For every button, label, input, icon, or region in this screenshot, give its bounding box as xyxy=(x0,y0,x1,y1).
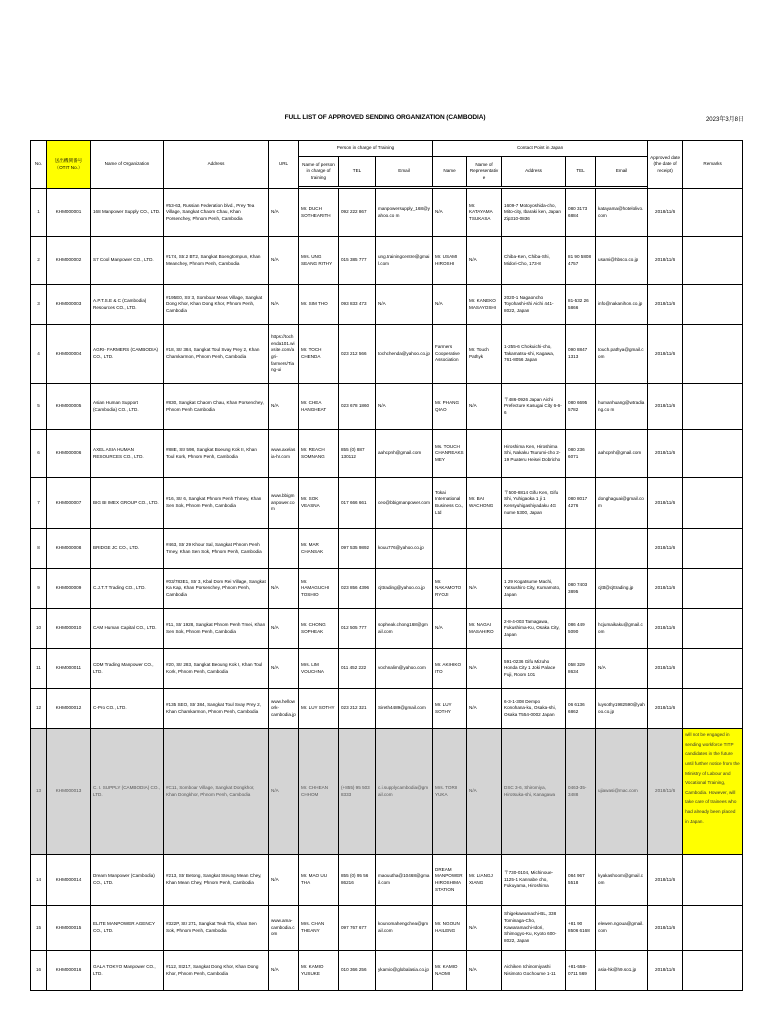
person-tel: 092 222 867 xyxy=(339,189,376,237)
organization-name: 168 Manpower Supply CO., LTD. xyxy=(91,189,164,237)
remarks xyxy=(683,689,743,729)
organization-url: N/A xyxy=(269,609,299,649)
contact-email: elewen.ngoua@gmail.com xyxy=(596,906,648,951)
table-row xyxy=(31,384,743,430)
row-number: 3 xyxy=(31,285,47,325)
organization-address: #213, Str Betong, Sangkat Steung Mean Chey, Khan Mean Chey, Phnom Penh, Cambodia xyxy=(164,855,269,906)
contact-email: kyakashoom@gmail.com xyxy=(596,855,648,906)
row-number: 4 xyxy=(31,325,47,384)
contact-representative: Mr. NAGAI MASAHIRO xyxy=(467,609,502,649)
person-email: manpowersupply_168@yahoo.co m xyxy=(376,189,433,237)
contact-tel: 080 6695 5782 xyxy=(566,384,596,430)
contact-email: luysothy1982590@yahoo.co.jp xyxy=(596,689,648,729)
row-number: 7 xyxy=(31,478,47,529)
contact-name: Mr. KAMIO NAOMI xyxy=(433,951,467,991)
person-email: N/A xyxy=(376,384,433,430)
contact-address: 6-3-1-308 Dempo Konohana-ku, Osaka-shi, Osaka T554-0002 Japan xyxy=(502,689,566,729)
contact-representative: N/A xyxy=(467,951,502,991)
organization-address: #135 SEO, Str 384, Sangkat Toul Svay Prey 2, Khan Chamkarmon, Phnom Penh, Cambodia xyxy=(164,689,269,729)
organization-url: N/A xyxy=(269,855,299,906)
remarks xyxy=(683,325,743,384)
header-cp-email: Email xyxy=(596,157,648,187)
person-email: c.i.supplycambodia@gmail.com xyxy=(376,729,433,855)
organization-name: CDM Trading Manpower CO., LTD. xyxy=(91,649,164,689)
row-number: 5 xyxy=(31,384,47,430)
table-row xyxy=(31,478,743,529)
contact-tel: 080 236 6071 xyxy=(566,430,596,478)
person-tel: 097 535 9892 xyxy=(339,529,376,569)
organization-url: N/A xyxy=(269,649,299,689)
organization-url: www.ama-cambodia.com xyxy=(269,906,299,951)
contact-address: 〒486-0926 Japan Aichi Prefecture Kasugai City 6-6-6 xyxy=(502,384,566,430)
contact-address: 1-255-6 Chokuichi-cho, Takamatsu-shi, Kagawa, 761-8056 Japan xyxy=(502,325,566,384)
person-email: ceo@bbigmanpower.com xyxy=(376,478,433,529)
row-number: 13 xyxy=(31,729,47,855)
approved-date: 2018/11/6 xyxy=(648,285,683,325)
person-email: ykamio@globalasia.co.jp xyxy=(376,951,433,991)
contact-name: Mr. USAMI HIROSHI xyxy=(433,237,467,285)
contact-address: 〒730-0104, Michinoue-1125-1 Kannabe cho, Fukuyama, Hiroshima xyxy=(502,855,566,906)
approved-date: 2018/11/6 xyxy=(648,237,683,285)
otit-number: KHM000003 xyxy=(47,285,91,325)
otit-number: KHM000010 xyxy=(47,609,91,649)
contact-tel: 090 8847 1313 xyxy=(566,325,596,384)
table-row xyxy=(31,609,743,649)
person-tel: 855 (0) 95 56 86216 xyxy=(339,855,376,906)
person-tel: 097 767 677 xyxy=(339,906,376,951)
person-tel: (+855) 95 503 8333 xyxy=(339,729,376,855)
otit-number: KHM000014 xyxy=(47,855,91,906)
header-person-in-charge-group: Person in charge of Training xyxy=(299,141,433,157)
organization-url: N/A xyxy=(269,285,299,325)
person-in-charge: Mr. CHONG SOPHEAK xyxy=(299,609,339,649)
person-email: cjttrading@yahoo.co.jp xyxy=(376,569,433,609)
contact-address: 2020-1 Nagaoncho Toyohashi-shi Aichi 441-8022, Japan xyxy=(502,285,566,325)
table-row xyxy=(31,325,743,384)
remarks xyxy=(683,569,743,609)
person-email: aahcpnh@gmail.com xyxy=(376,430,433,478)
organization-address: #18, Str 384, Sangkat Toul Svay Prey 2, Khan Chamkarmon, Phnom Penh, Cambodia xyxy=(164,325,269,384)
approved-date: 2018/11/6 xyxy=(648,189,683,237)
organization-address: #C11, Somboar Village, Sangkat Dongkhor, Khan Dongkhor, Phnom Penh, Cambodia xyxy=(164,729,269,855)
otit-number: KHM000009 xyxy=(47,569,91,609)
organization-url: www.bbigmanpower.com xyxy=(269,478,299,529)
contact-representative: N/A xyxy=(467,569,502,609)
organization-name: AXEL ASIA HUMAN RESOURCES CO., LTD. xyxy=(91,430,164,478)
remarks xyxy=(683,649,743,689)
contact-address: DSC 3-6, Shiromiya, Hirotsuka-shi, Kanagawa xyxy=(502,729,566,855)
organization-name: BIG BI IMEX GROUP CO., LTD. xyxy=(91,478,164,529)
contact-tel: 080 8017 4276 xyxy=(566,478,596,529)
person-email: tochchenda@yahoo.co.jp xyxy=(376,325,433,384)
contact-tel xyxy=(566,529,596,569)
row-number: 9 xyxy=(31,569,47,609)
organization-url: N/A xyxy=(269,569,299,609)
contact-email: humanhuang@wtradiang.co m xyxy=(596,384,648,430)
person-email: N/A xyxy=(376,285,433,325)
person-in-charge: Mr. KAMIO YUSUKE xyxy=(299,951,339,991)
organization-name: CAM Human Capital CO., LTD. xyxy=(91,609,164,649)
table-row xyxy=(31,649,743,689)
row-number: 12 xyxy=(31,689,47,729)
approved-date: 2018/11/6 xyxy=(648,569,683,609)
header-contact-point-group: Contact Point in Japan xyxy=(433,141,648,157)
contact-tel: 086 449 5090 xyxy=(566,609,596,649)
organization-address: #11, Str 1928, Sangkat Phnom Penh Tmei, Khan Sen Sok, Phnom Penh, Cambodia xyxy=(164,609,269,649)
remarks xyxy=(683,906,743,951)
remarks xyxy=(683,609,743,649)
organization-url: N/A xyxy=(269,729,299,855)
organization-address: #88E, Str 598, Sangkat Boeung Kok II, Khan Toul Kork, Phnom Penh, Cambodia xyxy=(164,430,269,478)
contact-email: donghaguai@gmail.com xyxy=(596,478,648,529)
header-cp-representative: Name of Representative xyxy=(467,157,502,187)
person-in-charge: Mr. SOK VEASNA xyxy=(299,478,339,529)
contact-name: Mr. PHANG QIAO xyxy=(433,384,467,430)
organization-url: N/A xyxy=(269,189,299,237)
otit-number: KHM000004 xyxy=(47,325,91,384)
organization-table xyxy=(30,140,743,991)
header-url: URL xyxy=(269,141,299,189)
contact-email: aahcpnh@gmail.com xyxy=(596,430,648,478)
person-in-charge: Mr. CHHEAN CHHOM xyxy=(299,729,339,855)
approved-date: 2018/11/6 xyxy=(648,951,683,991)
contact-email: hcjumaikaku@gmail.com xyxy=(596,609,648,649)
otit-number: KHM000016 xyxy=(47,951,91,991)
header-cp-address: Address xyxy=(502,157,566,187)
table-row xyxy=(31,689,743,729)
document-date: 2023年3月8日 xyxy=(705,117,744,123)
contact-tel: 084 967 5518 xyxy=(566,855,596,906)
organization-address: #174, Str.2 BT2, Sangkat Boengtompun, Khan Meanchey, Phnom Penh, Cambodia xyxy=(164,237,269,285)
contact-representative: N/A xyxy=(467,689,502,729)
person-in-charge: Mrs. LIM VOUCHNA xyxy=(299,649,339,689)
person-in-charge: Mr. HAMAGUCHI TOSHIO xyxy=(299,569,339,609)
person-tel: 010 366 256 xyxy=(339,951,376,991)
approved-date: 2018/11/6 xyxy=(648,906,683,951)
row-number: 11 xyxy=(31,649,47,689)
approved-date: 2018/11/6 xyxy=(648,689,683,729)
contact-address: 2-8-4-003 Tamagawa, Fukushima-Ku, Osaka City, Japan xyxy=(502,609,566,649)
organization-url: N/A xyxy=(269,384,299,430)
organization-address: #195E0, Str 3, Somboar Meas Village, Sangkat Dong Khor, Khan Dong Khor, Phnom Penh, Cambodia xyxy=(164,285,269,325)
contact-representative xyxy=(467,430,502,478)
organization-name: C-Pro CO., LTD. xyxy=(91,689,164,729)
contact-name: N/A xyxy=(433,189,467,237)
contact-name: Mr. LUY SOTHY xyxy=(433,689,467,729)
table-row xyxy=(31,906,743,951)
person-email: maouutha@10468@gmail.com xyxy=(376,855,433,906)
contact-representative: N/A xyxy=(467,237,502,285)
contact-address: Aichiken Ichinomiyashi Nisimoto Gochoume 1-11 xyxy=(502,951,566,991)
otit-number: KHM000001 xyxy=(47,189,91,237)
person-in-charge: Mr. MAO UU THA xyxy=(299,855,339,906)
contact-tel: 080 7403 3895 xyxy=(566,569,596,609)
approved-date: 2018/11/6 xyxy=(648,430,683,478)
table-row xyxy=(31,285,743,325)
contact-address xyxy=(502,529,566,569)
organization-address: #20, Str 283, Sangkat Beoung Kok I, Khan Toul Kork, Phnom Penh, Cambodia xyxy=(164,649,269,689)
organization-url: https://tochenda101.wixsite.com/agri-farmers/Tiang-ui xyxy=(269,325,299,384)
remarks xyxy=(683,478,743,529)
contact-name: Mr. AKIHIKO ITO xyxy=(433,649,467,689)
person-tel: 093 833 473 xyxy=(339,285,376,325)
contact-representative: N/A xyxy=(467,906,502,951)
person-in-charge: Mr. REACH SOMNANG xyxy=(299,430,339,478)
organization-address: #322P, Str 271, Sangkat Teuk Tla, Khan Sen Sok, Phnom Penh, Cambodia xyxy=(164,906,269,951)
contact-name: Mrs. TORII YUKA xyxy=(433,729,467,855)
remarks xyxy=(683,430,743,478)
header-tel: TEL xyxy=(339,157,376,187)
organization-url: N/A xyxy=(269,951,299,991)
person-email: Sireth4489@gmail.com xyxy=(376,689,433,729)
approved-date: 2018/11/6 xyxy=(648,649,683,689)
contact-representative: Mr. KANEKO MASAYOSHI xyxy=(467,285,502,325)
otit-number: KHM000008 xyxy=(47,529,91,569)
organization-name: BRIDGE JC CO., LTD. xyxy=(91,529,164,569)
person-tel: 023 212 566 xyxy=(339,325,376,384)
contact-email: katayama@hotelolivo.com xyxy=(596,189,648,237)
row-number: 2 xyxy=(31,237,47,285)
otit-number: KHM000011 xyxy=(47,649,91,689)
contact-tel: 080 3173 6884 xyxy=(566,189,596,237)
contact-email xyxy=(596,529,648,569)
remarks xyxy=(683,951,743,991)
remarks xyxy=(683,529,743,569)
table-row xyxy=(31,529,743,569)
page-title: FULL LIST OF APPROVED SENDING ORGANIZATION (CAMBODIA) xyxy=(284,114,486,121)
contact-name: Ms. TOUCH CHANREAKSMEY xyxy=(433,430,467,478)
organization-url xyxy=(269,529,299,569)
approved-date: 2018/11/6 xyxy=(648,325,683,384)
organization-name: Dream Manpower (Cambodia) CO., LTD. xyxy=(91,855,164,906)
person-tel: 015 385 777 xyxy=(339,237,376,285)
contact-tel: 0463-35-3488 xyxy=(566,729,596,855)
person-tel: 023 678 1860 xyxy=(339,384,376,430)
organization-address: #16, Str 6, Sangkat Phnom Penh Thmey, Khan Sen Sok, Phnom Penh, Cambodia xyxy=(164,478,269,529)
contact-address: 1609-7 Motoyoshida-cho, Mito-city, Ibaraki ken, Japan Zip310-0836 xyxy=(502,189,566,237)
person-in-charge: Mr. DUCH SOTHEARITH xyxy=(299,189,339,237)
row-number: 6 xyxy=(31,430,47,478)
header-otit-no: 送出機関番号 （OTIT No.） xyxy=(47,141,91,189)
contact-tel: +81 90 8506 6168 xyxy=(566,906,596,951)
otit-number: KHM000006 xyxy=(47,430,91,478)
organization-name: GALA TOKYO Manpower CO., LTD. xyxy=(91,951,164,991)
table-row xyxy=(31,855,743,906)
organization-name: AGRI- FARMERS (CAMBODIA) CO., LTD. xyxy=(91,325,164,384)
person-in-charge: Mr. CHEA HANGHEAT xyxy=(299,384,339,430)
contact-tel: 058 329 8634 xyxy=(566,649,596,689)
remarks xyxy=(683,384,743,430)
organization-name: ELITE MANPOWER AGENCY CO., LTD. xyxy=(91,906,164,951)
person-email: vochnalim@yahoo.com xyxy=(376,649,433,689)
contact-address: 〒500-8814 Gifu Ken, Gifu Shi, Yuhigaoka 1 ji 1 Kensyuhigashiyadaku 4G nume 5300, Japan xyxy=(502,478,566,529)
approved-date: 2018/11/6 xyxy=(648,529,683,569)
approved-date: 2018/11/6 xyxy=(648,729,683,855)
organization-name: C. I. SUPPLY (CAMBODIA) CO., LTD. xyxy=(91,729,164,855)
header-person-name: Name of person in charge of training xyxy=(299,157,339,187)
contact-email: asia-hk@h9.so1.jp xyxy=(596,951,648,991)
otit-number: KHM000015 xyxy=(47,906,91,951)
person-email: kounomahengchea@gmail.com xyxy=(376,906,433,951)
remarks xyxy=(683,285,743,325)
otit-number: KHM000012 xyxy=(47,689,91,729)
header-organization-name: Name of Organization xyxy=(91,141,164,189)
header-no: No. xyxy=(31,141,47,189)
row-number: 1 xyxy=(31,189,47,237)
contact-representative: N/A xyxy=(467,649,502,689)
remarks xyxy=(683,237,743,285)
contact-representative xyxy=(467,529,502,569)
person-tel: 011 452 222 xyxy=(339,649,376,689)
contact-representative: N/A xyxy=(467,729,502,855)
table-row xyxy=(31,729,743,855)
approved-date: 2018/11/6 xyxy=(648,478,683,529)
contact-representative: Mr. Touch Pathyk xyxy=(467,325,502,384)
organization-name: Asian Human Support (Cambodia) CO., LTD. xyxy=(91,384,164,430)
contact-name xyxy=(433,529,467,569)
contact-tel: 81-532 26 5866 xyxy=(566,285,596,325)
contact-address: Chiba-Ken, Chiba-Shi, Midori-Cho, 173-8 xyxy=(502,237,566,285)
organization-address: #112, St217, Sangkat Dong Khor, Khan Dong Khor, Phnom Penh, Cambodia xyxy=(164,951,269,991)
header-cp-tel: TEL xyxy=(566,157,596,187)
contact-email: usami@hbsco.co.jp xyxy=(596,237,648,285)
person-tel: 023 856 4396 xyxy=(339,569,376,609)
person-in-charge: Mr. SIM THO xyxy=(299,285,339,325)
person-tel: 023 212 321 xyxy=(339,689,376,729)
row-number: 14 xyxy=(31,855,47,906)
row-number: 16 xyxy=(31,951,47,991)
header-remarks: Remarks xyxy=(683,141,743,189)
person-in-charge: Mr. MAR CHANSAK xyxy=(299,529,339,569)
contact-name: Mr. NGOUN HAILENG xyxy=(433,906,467,951)
organization-name: C.J.T.T Trading CO., LTD. xyxy=(91,569,164,609)
person-email: sopheak.chong168@gmail.com xyxy=(376,609,433,649)
table-row xyxy=(31,951,743,991)
contact-tel: +81-558-0711 569 xyxy=(566,951,596,991)
otit-number: KHM000013 xyxy=(47,729,91,855)
table-row xyxy=(31,189,743,237)
otit-number: KHM000002 xyxy=(47,237,91,285)
contact-representative: N/A xyxy=(467,384,502,430)
contact-name: N/A xyxy=(433,609,467,649)
person-email: kouu776@yahoo.co.jp xyxy=(376,529,433,569)
person-in-charge: Mr. LUY SOTHY xyxy=(299,689,339,729)
header-email: Email xyxy=(376,157,433,187)
person-tel: 855 (0) 887 130112 xyxy=(339,430,376,478)
organization-url: www.hellowork-cambodia.jp xyxy=(269,689,299,729)
contact-representative: Mr. KATAYAMA TSUKASA xyxy=(467,189,502,237)
contact-address: Shigekawamachi-BL, 338 Tominaga-Cho, Kawaramachi-Idori, Shimogyo-Ku, Kyoto 600-8022, Japan xyxy=(502,906,566,951)
contact-address: Hiroshima Ken, Hiroshima Shi, Nakaku Tsurumi-cho 2-19 Puateru Heisei Dobricho xyxy=(502,430,566,478)
contact-name: Mr. NAKAMOTO RYOJI xyxy=(433,569,467,609)
approved-date: 2018/11/6 xyxy=(648,609,683,649)
organization-url: www.axelasia-hr.com xyxy=(269,430,299,478)
contact-address: 591-0236 Gifu Mizuho Honda City 1 Joki Palace Fuji, Room 101 xyxy=(502,649,566,689)
otit-number: KHM000007 xyxy=(47,478,91,529)
contact-email: N/A xyxy=(596,649,648,689)
approved-date: 2018/11/6 xyxy=(648,384,683,430)
person-email: ung.trainingcentre@gmail.com xyxy=(376,237,433,285)
otit-number: KHM000005 xyxy=(47,384,91,430)
organization-address: #53-63, Russian Federation blvd., Prey Tea Village, Sangkat Chaom Chau, Khan Porsenchey, Phnom Penh, Cambodia xyxy=(164,189,269,237)
person-in-charge: Mrs. UNG SEANG RITHY xyxy=(299,237,339,285)
organization-name: A.P.T.S.E & C (Cambodia) Resources CO., LTD. xyxy=(91,285,164,325)
header-address: Address xyxy=(164,141,269,189)
contact-name: N/A xyxy=(433,285,467,325)
contact-email: cjttt@cjttrading.jp xyxy=(596,569,648,609)
contact-name: DREAM MANPOWER HIROSHIMA STATION xyxy=(433,855,467,906)
organization-address: #463, Str 29 Khour Sal, Sangkat Phnom Penh Tmey, Khan Sen Sok, Phnom Penh, Cambodia xyxy=(164,529,269,569)
contact-tel: 06 6136 6862 xyxy=(566,689,596,729)
contact-representative: Mr. BAI WACHONG xyxy=(467,478,502,529)
contact-address: 1 29 Kogatsume Machi, Yatsushiro City, Kumamoto, Japan xyxy=(502,569,566,609)
person-in-charge: Mr. TOCH CHENDA xyxy=(299,325,339,384)
table-row xyxy=(31,237,743,285)
organization-address: #03/783E1, Str 3, Kbal Dom Rei Village, Sangkat Ka Kap, Khan Porsenchey, Phnom Penh, Cambodia xyxy=(164,569,269,609)
person-in-charge: Mrs. CHAN THEANY xyxy=(299,906,339,951)
contact-name: Tokai International Business Co., Ltd xyxy=(433,478,467,529)
row-number: 15 xyxy=(31,906,47,951)
contact-tel: 81 90 5808 4757 xyxy=(566,237,596,285)
table-row xyxy=(31,569,743,609)
organization-name: S7 Cool Manpower CO., LTD. xyxy=(91,237,164,285)
organization-address: #830, Sangkat Chaom Chau, Khan Porsenchey, Phnom Penh Cambodia xyxy=(164,384,269,430)
contact-email: info@nakanihon.co.jp xyxy=(596,285,648,325)
contact-email: ujiawasi@mac.com xyxy=(596,729,648,855)
remarks xyxy=(683,189,743,237)
header-cp-name: Name xyxy=(433,157,467,187)
organization-url: N/A xyxy=(269,237,299,285)
row-number: 10 xyxy=(31,609,47,649)
contact-email: touch.pathya@gmail.com xyxy=(596,325,648,384)
remarks: will not be engaged in sending workforce TITP candidates in the future until further notice from the Ministry of Labour and Vocational Training, Cambodia. However, will take care of trainees who had already been placed in Japan. xyxy=(683,729,743,855)
contact-name: Farmers Cooperative Association xyxy=(433,325,467,384)
contact-representative: Mr. LIANGJ XIANG xyxy=(467,855,502,906)
row-number: 8 xyxy=(31,529,47,569)
table-row xyxy=(31,430,743,478)
remarks xyxy=(683,855,743,906)
person-tel: 017 666 661 xyxy=(339,478,376,529)
header-approved-date: Approved date (the date of receipt) xyxy=(648,141,683,189)
person-tel: 012 505 777 xyxy=(339,609,376,649)
approved-date: 2018/11/6 xyxy=(648,855,683,906)
